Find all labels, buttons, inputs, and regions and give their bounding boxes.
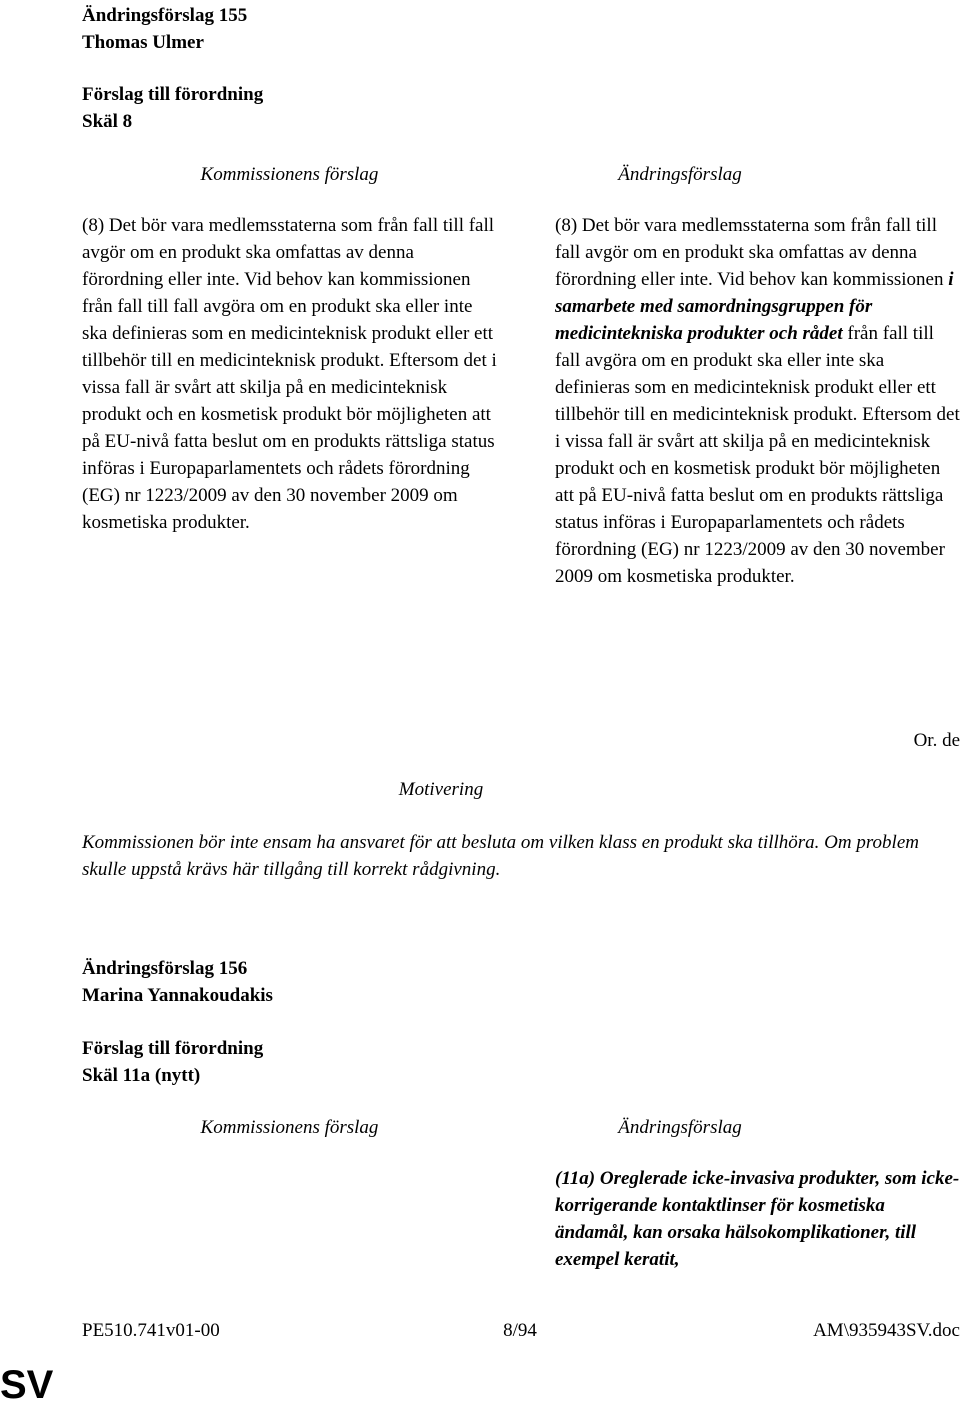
amendment-156-right-column-header: Ändringsförslag <box>618 1117 742 1138</box>
amendment-155-proposal-label: Förslag till förordning <box>82 84 264 105</box>
footer-file-name: AM\935943SV.doc <box>813 1320 960 1341</box>
footer-document-reference: PE510.741v01-00 <box>82 1320 220 1341</box>
amendment-156-proposal-label: Förslag till förordning <box>82 1038 264 1059</box>
amendment-156-heading: Ändringsförslag 156 <box>82 958 248 979</box>
amendment-155-left-column-header: Kommissionens förslag <box>200 164 379 185</box>
amendment-155-author: Thomas Ulmer <box>82 32 204 53</box>
amended-text-part-2: från fall till fall avgöra om en produkt ska eller inte ska definieras som en medicinteknisk produkt eller ett tillbehör till en medicinteknisk produkt. Eftersom det i vissa fall är svårt att skilja på en medicinteknisk produkt och en kosmetisk produkt bör möjligheten att på EU-nivå fatta beslut om en produkts rättsliga status införas i Europaparlamentets och rådets förordning (EG) nr 1223/2009 av den 30 november 2009 om kosmetiska produkter. <box>555 323 960 587</box>
amendment-156-left-column-header: Kommissionens förslag <box>200 1117 379 1138</box>
justification-text: Kommissionen bör inte ensam ha ansvaret för att besluta om vilken klass en produkt ska tillhöra. Om problem skulle uppstå krävs här tillgång till korrekt rådgivning. <box>82 832 919 880</box>
amendment-155-commission-text: (8) Det bör vara medlemsstaterna som från fall till fall avgör om en produkt ska omfattas av denna förordning eller inte. Vid behov kan kommissionen från fall till fall avgöra om en produkt ska eller inte ska definieras som en medicinteknisk produkt eller ett tillbehör till en medicinteknisk produkt. Eftersom det i vissa fall är svårt att skilja på en medicinteknisk produkt och en kosmetisk produkt bör möjligheten att på EU-nivå fatta beslut om en produkts rättsliga status införas i Europaparlamentets och rådets förordning (EG) nr 1223/2009 av den 30 november 2009 om kosmetiska produkter. <box>82 215 497 533</box>
amended-text-emphasis: i samarbete med samordningsgruppen för medicintekniska produkter och rådet <box>555 269 954 344</box>
justification-label: Motivering <box>398 779 484 800</box>
amendment-155-amended-text <box>555 212 960 590</box>
amendment-155-recital: Skäl 8 <box>82 111 133 132</box>
language-code-mark: SV <box>0 1363 54 1407</box>
original-language: Or. de <box>913 730 960 751</box>
footer-page-number: 8/94 <box>503 1320 537 1341</box>
amended-text-part-1: (8) Det bör vara medlemsstaterna som från fall till fall avgör om en produkt ska omfattas av denna förordning eller inte. Vid behov kan kommissionen <box>555 215 949 290</box>
amendment-156-amended-text: (11a) Oreglerade icke-invasiva produkter, som icke-korrigerande kontaktlinser för kosmetiska ändamål, kan orsaka hälsokomplikationer, till exempel keratit, <box>555 1168 960 1270</box>
amendment-156-author: Marina Yannakoudakis <box>82 985 273 1006</box>
amendment-155-heading: Ändringsförslag 155 <box>82 5 248 26</box>
amendment-156-recital: Skäl 11a (nytt) <box>82 1065 201 1086</box>
amendment-155-right-column-header: Ändringsförslag <box>618 164 742 185</box>
